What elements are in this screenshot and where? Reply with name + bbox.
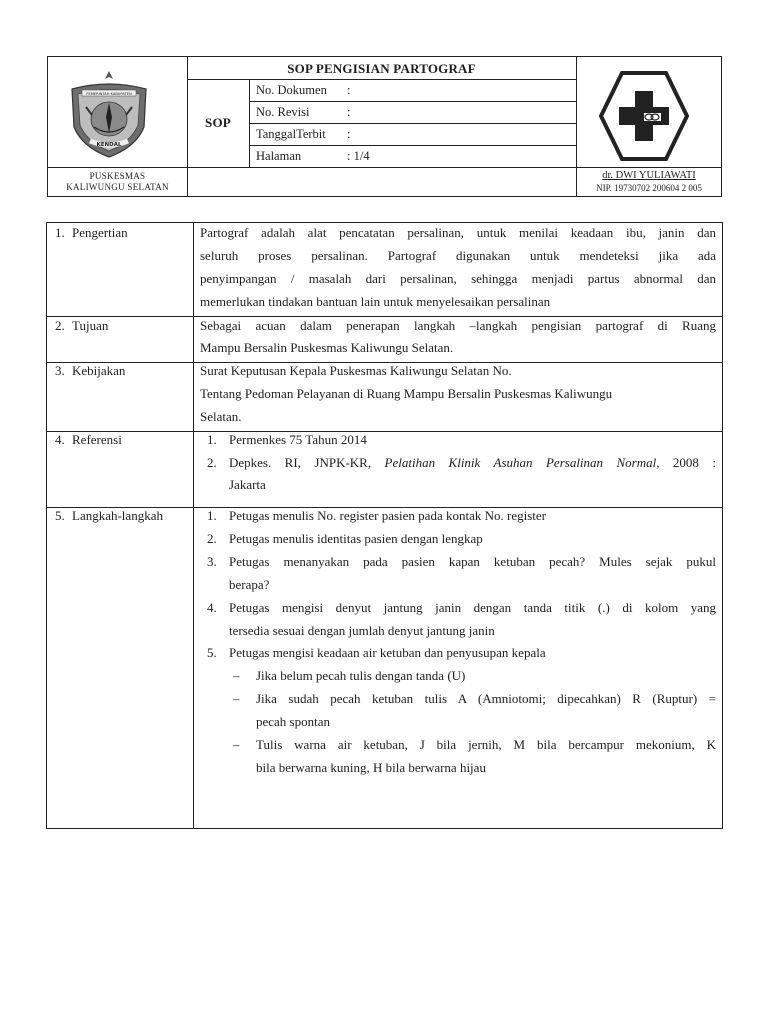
step-text: Petugas menanyakan pada pasien kapan ketuban pecah? Mules sejak pukul [229,554,716,569]
section-number-langkah: 5. [55,508,65,523]
sub-step-text: pecah spontan [256,714,331,729]
step-text: tersedia sesuai dengan jumlah denyut jantung janin [229,623,495,638]
divider [187,79,576,80]
field-label-tanggal-terbit: TanggalTerbit [256,127,326,141]
section-label-referensi: Referensi [72,432,122,447]
institution-name-line2: KALIWUNGU SELATAN [66,182,169,192]
divider [193,223,194,829]
tujuan-line: Sebagai acuan dalam penerapan langkah –langkah pengisian partograf di Ruang [200,318,716,333]
step-text: Petugas mengisi denyut jantung janin dengan tanda titik (.) di kolom yang [229,600,716,615]
field-value-dokumen: : [347,83,351,97]
sop-title: SOP PENGISIAN PARTOGRAF [287,61,476,76]
puskesmas-logo [599,69,689,163]
kendal-regency-logo [64,67,154,161]
referensi-text: Depkes. RI, JNPK-KR, [229,455,385,470]
sub-step-text: Jika sudah pecah ketuban tulis A (Amniotomi; dipecahkan) R (Ruptur) = [256,691,716,706]
section-label-tujuan: Tujuan [72,318,109,333]
divider [48,167,722,168]
referensi-item: Permenkes 75 Tahun 2014 [229,432,367,447]
tujuan-line: Mampu Bersalin Puskesmas Kaliwungu Selatan. [200,340,454,355]
referensi-number: 1. [207,432,217,447]
signatory-name: dr. DWI YULIAWATI [602,170,696,181]
sop-label: SOP [205,115,231,130]
section-number-kebijakan: 3. [55,363,65,378]
field-value-halaman: : 1/4 [347,149,370,163]
section-number-pengertian: 1. [55,225,65,240]
logo-caption-top: PEMERINTAH KABUPATEN [86,92,132,96]
sop-header-table [47,56,722,197]
step-number: 4. [207,600,217,615]
signatory-nip: NIP. 19730702 200604 2 005 [596,183,702,193]
referensi-item [229,451,716,474]
section-number-tujuan: 2. [55,318,65,333]
section-label-pengertian: Pengertian [72,225,128,240]
step-number: 5. [207,645,217,660]
step-number: 2. [207,531,217,546]
pengertian-line: memerlukan tindakan bantuan lain untuk menyelesaikan persalinan [200,294,551,309]
section-label-kebijakan: Kebijakan [72,363,126,378]
step-text: Petugas menulis identitas pasien dengan lengkap [229,531,483,546]
field-label-dokumen: No. Dokumen [256,83,327,97]
sub-step-text: bila berwarna kuning, H bila berwarna hijau [256,760,486,775]
step-text: berapa? [229,577,270,592]
sub-step-text: Tulis warna air ketuban, J bila jernih, M bila bercampur mekonium, K [256,737,716,752]
kebijakan-line: Surat Keputusan Kepala Puskesmas Kaliwungu Selatan No. [200,363,512,378]
step-number: 1. [207,508,217,523]
institution-name-line1: PUSKESMAS [89,171,146,181]
pengertian-line: penyimpangan / masalah dari persalinan, sehingga menjadi partus abnormal dan [200,271,716,286]
divider [249,123,576,124]
step-text: Petugas menulis No. register pasien pada kontak No. register [229,508,546,523]
pengertian-line: Partograf adalah alat pencatatan persalinan, untuk menilai keadaan ibu, janin dan [200,225,716,240]
step-number: 3. [207,554,217,569]
field-value-tanggal-terbit: : [347,127,351,141]
field-label-halaman: Halaman [256,149,302,163]
logo-caption-bottom: KENDAL [96,142,122,148]
referensi-text: , 2008 : [656,455,716,470]
field-value-revisi: : [347,105,351,119]
kebijakan-line: Tentang Pedoman Pelayanan di Ruang Mampu Bersalin Puskesmas Kaliwungu [200,386,613,401]
divider [249,101,576,102]
sub-dash: – [233,737,240,752]
sub-step-text: Jika belum pecah tulis dengan tanda (U) [256,668,466,683]
referensi-book-title: Pelatihan Klinik Asuhan Persalinan Normal [384,455,657,470]
step-text: Petugas mengisi keadaan air ketuban dan penyusupan kepala [229,645,546,660]
section-number-referensi: 4. [55,432,65,447]
referensi-number: 2. [207,455,217,470]
divider [47,431,723,432]
field-label-revisi: No. Revisi [256,105,310,119]
section-label-langkah: Langkah-langkah [72,508,163,523]
sub-dash: – [233,668,240,683]
sub-dash: – [233,691,240,706]
kebijakan-line: Selatan. [200,409,242,424]
sop-content-table [46,222,723,829]
divider [249,145,576,146]
pengertian-line: seluruh proses persalinan. Partograf digunakan untuk mendeteksi jika ada [200,248,716,263]
referensi-item-line2: Jakarta [229,477,266,492]
